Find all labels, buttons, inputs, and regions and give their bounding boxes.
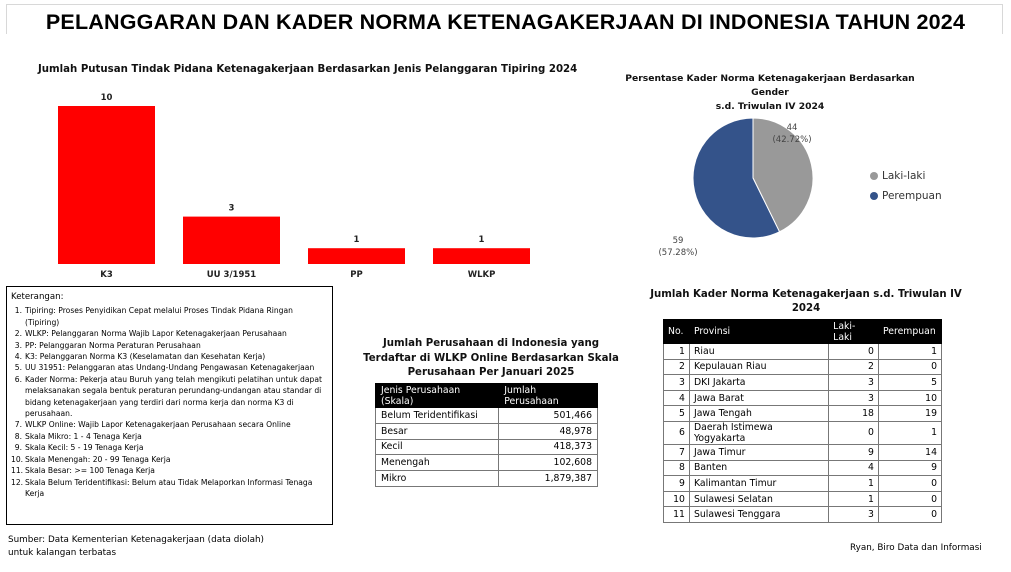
bar-value-label: 3: [228, 203, 235, 214]
company-count: 48,978: [499, 423, 598, 439]
source-note: [8, 534, 264, 560]
kader-no: 4: [664, 390, 690, 406]
bar-category-label: PP: [350, 270, 363, 280]
note-text: Skala Besar: >= 100 Tenaga Kerja: [25, 466, 155, 476]
kader-male: 3: [829, 390, 879, 406]
note-item: [11, 454, 328, 465]
legend-item-male: [870, 170, 942, 182]
note-text: Skala Menengah: 20 - 99 Tenaga Kerja: [25, 454, 171, 464]
bar: [433, 248, 530, 264]
kader-male: 18: [829, 406, 879, 422]
bar: [58, 106, 155, 264]
bar-chart: [40, 86, 560, 286]
kader-province: Jawa Tengah: [689, 406, 828, 422]
note-number: 11.: [11, 466, 24, 476]
kader-no: 8: [664, 460, 690, 476]
kader-row: [664, 390, 942, 406]
company-type: Besar: [376, 423, 499, 439]
company-count: 102,608: [499, 455, 598, 471]
bar: [308, 248, 405, 264]
pie-pct-label: (57.28%): [658, 248, 698, 258]
company-type: Belum Teridentifikasi: [376, 408, 499, 424]
kader-male: 1: [829, 491, 879, 507]
company-count: 1,879,387: [499, 471, 598, 487]
kader-no: 5: [664, 406, 690, 422]
legend-item-female: [870, 190, 942, 202]
kader-no: 6: [664, 421, 690, 444]
kader-province: Sulawesi Selatan: [689, 491, 828, 507]
note-number: 1.: [14, 306, 22, 316]
companies-row: [376, 471, 598, 487]
kader-row: [664, 344, 942, 360]
pie-title-line2: s.d. Triwulan IV 2024: [715, 101, 825, 112]
notes-list: [11, 305, 328, 499]
kader-female: 19: [878, 406, 941, 422]
kader-female: 0: [878, 507, 941, 523]
note-text: WLKP Online: Wajib Lapor Ketenagakerjaan Perusahaan secara Online: [25, 420, 291, 430]
kader-row: [664, 421, 942, 444]
note-item: [11, 442, 328, 453]
kader-female: 10: [878, 390, 941, 406]
note-number: 6.: [14, 374, 22, 384]
note-number: 4.: [14, 352, 22, 362]
bar: [183, 217, 280, 264]
note-number: 9.: [14, 443, 22, 453]
bar-value-label: 1: [353, 235, 360, 246]
note-item: [11, 374, 328, 420]
pie-chart-title: [620, 72, 920, 114]
kader-col-female: Perempuan: [878, 320, 941, 344]
kader-no: 11: [664, 507, 690, 523]
kader-no: 9: [664, 476, 690, 492]
note-item: [11, 328, 328, 339]
kader-province: Kalimantan Timur: [689, 476, 828, 492]
companies-row: [376, 455, 598, 471]
companies-col-count: Jumlah Perusahaan: [499, 384, 598, 408]
note-text: Skala Belum Teridentifikasi: Belum atau Tidak Melaporkan Informasi Tenaga Kerja: [25, 477, 313, 498]
pie-pct-label: (42.72%): [772, 135, 812, 145]
kader-province: Banten: [689, 460, 828, 476]
notes-heading: Keterangan:: [11, 292, 64, 302]
kader-row: [664, 491, 942, 507]
bar-value-label: 1: [478, 235, 485, 246]
companies-title-line1: Jumlah Perusahaan di Indonesia yang: [382, 338, 600, 349]
kader-title-line2: 2024: [791, 303, 821, 314]
companies-title-line3: Perusahaan Per Januari 2025: [407, 367, 575, 378]
kader-female: 1: [878, 421, 941, 444]
kader-no: 10: [664, 491, 690, 507]
companies-header-row: [376, 384, 598, 408]
kader-male: 0: [829, 421, 879, 444]
kader-row: [664, 444, 942, 460]
kader-male: 3: [829, 507, 879, 523]
companies-title-line2: Terdaftar di WLKP Online Berdasarkan Skala: [363, 352, 619, 364]
companies-title: [360, 337, 622, 381]
company-count: 501,466: [499, 408, 598, 424]
kader-no: 3: [664, 375, 690, 391]
kader-row: [664, 375, 942, 391]
company-type: Mikro: [376, 471, 499, 487]
companies-row: [376, 408, 598, 424]
credit: Ryan, Biro Data dan Informasi: [850, 543, 982, 553]
kader-title-line1: Jumlah Kader Norma Ketenagakerjaan s.d. Triwulan IV: [650, 289, 962, 300]
note-text: Kader Norma: Pekerja atau Buruh yang telah mengikuti pelatihan untuk dapat melaksanakan segala bentuk peraturan perundang-undangan atau standar di bidang ketenagakerjaan yang terdiri dari norma kerja dan norma K3 di perusahaan.: [25, 374, 322, 419]
notes-box: [6, 286, 333, 525]
note-item: [11, 351, 328, 362]
note-item: [11, 431, 328, 442]
companies-row: [376, 423, 598, 439]
note-number: 7.: [14, 420, 22, 430]
kader-male: 0: [829, 344, 879, 360]
source-line1: Sumber: Data Kementerian Ketenagakerjaan (data diolah): [8, 535, 264, 545]
pie-title-line1: Persentase Kader Norma Ketenagakerjaan Berdasarkan Gender: [625, 73, 915, 98]
note-item: [11, 465, 328, 476]
legend-dot-male: [870, 172, 878, 180]
kader-no: 1: [664, 344, 690, 360]
legend-label-male: Laki-laki: [882, 170, 926, 182]
note-text: UU 31951: Pelanggaran atas Undang-Undang Pengawasan Ketenagakerjaan: [25, 363, 315, 373]
note-text: WLKP: Pelanggaran Norma Wajib Lapor Ketenagakerjaan Perusahaan: [25, 329, 287, 339]
kader-province: DKI Jakarta: [689, 375, 828, 391]
kader-row: [664, 460, 942, 476]
note-number: 12.: [11, 477, 24, 487]
kader-col-no: No.: [664, 320, 690, 344]
kader-title: [650, 288, 962, 316]
note-text: Skala Kecil: 5 - 19 Tenaga Kerja: [25, 443, 144, 453]
kader-female: 14: [878, 444, 941, 460]
kader-female: 0: [878, 491, 941, 507]
note-number: 5.: [14, 363, 22, 373]
note-number: 8.: [14, 431, 22, 441]
note-text: PP: Pelanggaran Norma Peraturan Perusahaan: [25, 340, 201, 350]
bar-chart-title: Jumlah Putusan Tindak Pidana Ketenagakerjaan Berdasarkan Jenis Pelanggaran Tipiring 2024: [38, 64, 578, 75]
note-text: K3: Pelanggaran Norma K3 (Keselamatan dan Kesehatan Kerja): [25, 352, 266, 362]
note-number: 2.: [14, 329, 22, 339]
company-type: Menengah: [376, 455, 499, 471]
kader-province: Daerah Istimewa Yogyakarta: [689, 421, 828, 444]
bar-value-label: 10: [100, 93, 113, 103]
kader-male: 2: [829, 359, 879, 375]
companies-row: [376, 439, 598, 455]
note-item: [11, 305, 328, 328]
kader-no: 2: [664, 359, 690, 375]
kader-female: 1: [878, 344, 941, 360]
kader-male: 3: [829, 375, 879, 391]
kader-province: Riau: [689, 344, 828, 360]
note-item: [11, 362, 328, 373]
kader-row: [664, 507, 942, 523]
kader-female: 5: [878, 375, 941, 391]
kader-row: [664, 476, 942, 492]
kader-table: [663, 319, 942, 523]
companies-col-type: Jenis Perusahaan (Skala): [376, 384, 499, 408]
note-item: [11, 340, 328, 351]
companies-table: [375, 383, 598, 487]
note-number: 10.: [11, 454, 24, 464]
kader-male: 1: [829, 476, 879, 492]
note-item: [11, 477, 328, 500]
pie-chart: [640, 110, 870, 270]
bar-category-label: WLKP: [467, 270, 496, 280]
kader-province: Jawa Barat: [689, 390, 828, 406]
kader-col-prov: Provinsi: [689, 320, 828, 344]
kader-row: [664, 406, 942, 422]
company-type: Kecil: [376, 439, 499, 455]
kader-province: Kepulauan Riau: [689, 359, 828, 375]
note-number: 3.: [14, 340, 22, 350]
kader-province: Jawa Timur: [689, 444, 828, 460]
kader-row: [664, 359, 942, 375]
company-count: 418,373: [499, 439, 598, 455]
kader-male: 4: [829, 460, 879, 476]
source-line2: untuk kalangan terbatas: [8, 548, 117, 558]
bar-category-label: K3: [100, 270, 113, 280]
legend-dot-female: [870, 192, 878, 200]
bar-category-label: UU 3/1951: [206, 270, 257, 280]
pie-value-label: 59: [672, 236, 684, 246]
note-item: [11, 419, 328, 430]
pie-legend: [870, 170, 942, 210]
kader-female: 9: [878, 460, 941, 476]
kader-col-male: Laki-Laki: [829, 320, 879, 344]
kader-province: Sulawesi Tenggara: [689, 507, 828, 523]
kader-male: 9: [829, 444, 879, 460]
kader-female: 0: [878, 359, 941, 375]
pie-value-label: 44: [786, 123, 798, 133]
note-text: Skala Mikro: 1 - 4 Tenaga Kerja: [25, 431, 142, 441]
note-text: Tipiring: Proses Penyidikan Cepat melalui Proses Tindak Pidana Ringan (Tipiring): [25, 306, 293, 327]
page-title: PELANGGARAN DAN KADER NORMA KETENAGAKERJAAN DI INDONESIA TAHUN 2024: [45, 10, 966, 34]
kader-no: 7: [664, 444, 690, 460]
kader-female: 0: [878, 476, 941, 492]
kader-header-row: [664, 320, 942, 344]
legend-label-female: Perempuan: [882, 190, 942, 202]
